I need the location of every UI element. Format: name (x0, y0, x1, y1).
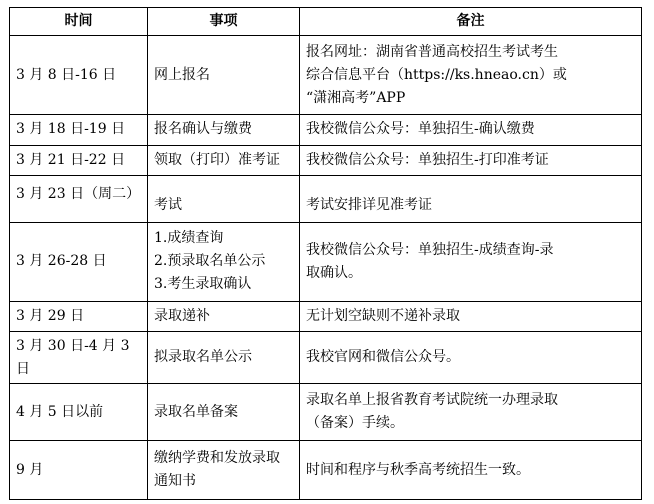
note-line: 综合信息平台（https://ks.hneao.cn）或 (306, 66, 567, 83)
note-line: 考试安排详见准考证 (306, 196, 432, 213)
cell-item (148, 176, 300, 223)
table-row (10, 441, 642, 500)
cell-note (300, 384, 642, 441)
cell-note (300, 441, 642, 500)
table-row (10, 384, 642, 441)
table-row (10, 222, 642, 301)
note-line: 我校微信公众号：单独招生-成绩查询-录 (306, 241, 554, 258)
item-line: 2.预录取名单公示 (154, 253, 266, 270)
cell-item (148, 441, 300, 500)
cell-item (148, 115, 300, 145)
item-line: 录取名单备案 (154, 403, 238, 420)
item-line: 3.考生录取确认 (154, 276, 252, 293)
note-line: 取确认。 (306, 264, 362, 281)
note-line: 我校微信公众号：单独招生-确认缴费 (306, 121, 535, 138)
cell-time: 3 月 18 日-19 日 (10, 115, 148, 145)
cell-note (300, 36, 642, 115)
cell-time: 3 月 21 日-22 日 (10, 145, 148, 175)
item-line: 缴纳学费和发放录取 (154, 450, 280, 467)
table-row (10, 145, 642, 175)
item-line: 领取（打印）准考证 (154, 151, 280, 168)
table-row (10, 115, 642, 145)
cell-time: 4 月 5 日以前 (10, 384, 148, 441)
table-row (10, 332, 642, 384)
item-line: 网上报名 (154, 66, 210, 83)
cell-note (300, 301, 642, 331)
header-row (10, 8, 642, 36)
note-line: 报名网址：湖南省普通高校招生考试考生 (306, 43, 558, 60)
item-line: 考试 (154, 196, 182, 213)
table-row (10, 301, 642, 331)
item-line: 报名确认与缴费 (154, 121, 252, 138)
cell-item (148, 301, 300, 331)
note-line: “潇湘高考”APP (306, 89, 406, 106)
cell-note (300, 332, 642, 384)
table-row (10, 36, 642, 115)
header-item: 事项 (148, 8, 300, 36)
cell-item (148, 384, 300, 441)
note-line: （备案）手续。 (306, 415, 404, 432)
cell-time: 3 月 26-28 日 (10, 222, 148, 301)
cell-note (300, 145, 642, 175)
cell-item (148, 222, 300, 301)
cell-time: 3 月 30 日-4 月 3 日 (10, 332, 148, 384)
item-line: 录取递补 (154, 308, 210, 325)
note-line: 无计划空缺则不递补录取 (306, 308, 460, 325)
cell-note (300, 115, 642, 145)
cell-item (148, 332, 300, 384)
table-row (10, 176, 642, 223)
cell-item (148, 36, 300, 115)
item-line: 拟录取名单公示 (154, 349, 252, 366)
cell-time: 3 月 23 日（周二） (10, 176, 148, 223)
cell-note (300, 222, 642, 301)
item-line: 通知书 (154, 473, 196, 490)
cell-time: 3 月 29 日 (10, 301, 148, 331)
cell-note (300, 176, 642, 223)
header-time: 时间 (10, 8, 148, 36)
header-note: 备注 (300, 8, 642, 36)
cell-time: 3 月 8 日-16 日 (10, 36, 148, 115)
note-line: 我校官网和微信公众号。 (306, 349, 460, 366)
cell-item (148, 145, 300, 175)
schedule-table (9, 7, 642, 500)
note-line: 录取名单上报省教育考试院统一办理录取 (306, 392, 558, 409)
item-line: 1.成绩查询 (154, 230, 224, 247)
note-line: 时间和程序与秋季高考统招生一致。 (306, 461, 530, 478)
cell-time: 9 月 (10, 441, 148, 500)
note-line: 我校微信公众号：单独招生-打印准考证 (306, 151, 549, 168)
